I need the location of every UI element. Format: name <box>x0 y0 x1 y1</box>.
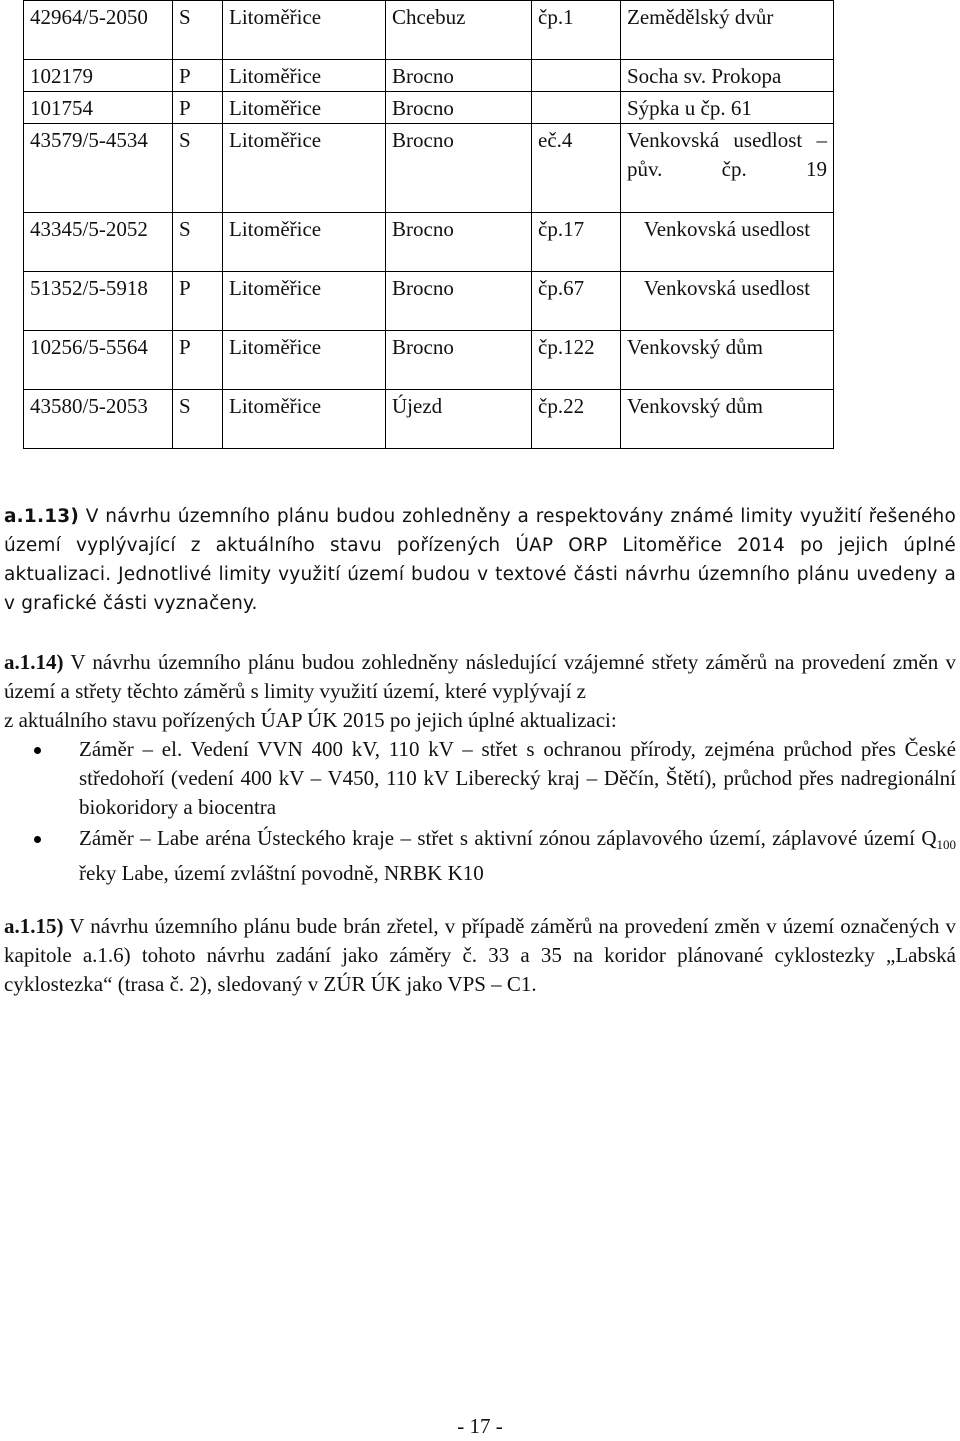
list-item-text: řeky Labe, území zvláštní povodně, NRBK K10 <box>79 861 484 885</box>
cell-number: čp.122 <box>538 335 595 359</box>
cell-cadastre: Brocno <box>392 217 454 241</box>
table-row <box>24 272 834 331</box>
paragraph-a114 <box>4 648 956 706</box>
paragraph-text: Jednotlivé limity využití území budou v textové části návrhu územního plánu uvedeny a v grafické části vyznačeny. <box>4 564 956 614</box>
bullet-icon <box>34 836 41 843</box>
paragraph-text: V návrhu územního plánu bude brán zřetel, v případě záměrů na provedení změn v území označených v kapitole a.1.6) tohoto návrhu zadání jako záměry č. 33 a 35 na koridor plánované cyklostezky „Labská cyklostezka“ (trasa č. 2), sledovaný v ZÚR ÚK jako VPS – C1. <box>4 914 957 996</box>
cell-id: 10256/5-5564 <box>30 335 148 359</box>
cell-municipality: Litoměřice <box>229 5 322 29</box>
cell-id: 102179 <box>30 64 93 88</box>
cell-number: čp.22 <box>538 394 585 418</box>
cell-name: Socha sv. Prokopa <box>627 64 782 88</box>
section-label: a.1.14) <box>4 650 64 674</box>
cell-name: Sýpka u čp. 61 <box>627 96 752 120</box>
cell-number: čp.67 <box>538 276 585 300</box>
section-label: a.1.15) <box>4 914 64 938</box>
cell-id: 43580/5-2053 <box>30 394 148 418</box>
table-row <box>24 331 834 390</box>
section-a114 <box>4 648 956 888</box>
cell-id: 51352/5-5918 <box>30 276 148 300</box>
cell-cadastre: Brocno <box>392 276 454 300</box>
cell-name: Venkovská usedlost <box>643 217 811 241</box>
cell-type: P <box>179 64 191 88</box>
cell-cadastre: Brocno <box>392 335 454 359</box>
paragraph-text: V návrhu územního plánu budou zohledněny a respektovány známé limity využití řešeného území vyplývající z aktuálního stavu pořízených ÚAP ORP Litoměřice 2014 po jejich úplné aktualizaci. <box>4 506 956 585</box>
heritage-table <box>23 0 834 449</box>
cell-type: S <box>179 128 191 152</box>
table-row <box>24 60 834 92</box>
cell-cadastre: Újezd <box>392 394 443 418</box>
cell-number <box>532 60 620 62</box>
cell-cadastre: Chcebuz <box>392 5 466 29</box>
cell-municipality: Litoměřice <box>229 394 322 418</box>
cell-type: S <box>179 5 191 29</box>
table-row <box>24 1 834 60</box>
cell-id: 101754 <box>30 96 93 120</box>
cell-type: P <box>179 96 191 120</box>
cell-name: Venkovský dům <box>627 335 763 359</box>
cell-number <box>532 92 620 94</box>
cell-name: Venkovský dům <box>627 394 763 418</box>
cell-id: 42964/5-2050 <box>30 5 148 29</box>
cell-municipality: Litoměřice <box>229 335 322 359</box>
cell-id: 43579/5-4534 <box>30 128 148 152</box>
cell-municipality: Litoměřice <box>229 128 322 152</box>
table-row <box>24 390 834 449</box>
list-item-text: Záměr – el. Vedení VVN 400 kV, 110 kV – střet s ochranou přírody, zejména průchod přes České středohoří (vedení 400 kV – V450, 110 kV Liberecký kraj – Děčín, Štětí), průchod přes nadregionální biokoridory a biocentra <box>79 737 956 819</box>
list-item <box>4 735 956 822</box>
cell-municipality: Litoměřice <box>229 217 322 241</box>
cell-cadastre: Brocno <box>392 96 454 120</box>
cell-number: čp.1 <box>538 5 574 29</box>
cell-cadastre: Brocno <box>392 128 454 152</box>
list-item-text: Záměr – Labe aréna Ústeckého kraje – střet s aktivní zónou záplavového území, záplavové území Q <box>79 826 937 850</box>
cell-type: S <box>179 217 191 241</box>
page-number: - 17 - <box>457 1414 503 1438</box>
section-a113 <box>4 502 956 618</box>
cell-municipality: Litoměřice <box>229 64 322 88</box>
paragraph-a114-cont <box>4 706 956 735</box>
list-item <box>4 824 956 888</box>
table-row <box>24 213 834 272</box>
table-row <box>24 124 834 213</box>
cell-name: Zemědělský dvůr <box>627 5 774 29</box>
table-row <box>24 92 834 124</box>
bullet-icon <box>34 747 41 754</box>
section-label: a.1.13) <box>4 506 80 527</box>
paragraph-text: z aktuálního stavu pořízených ÚAP ÚK 2015 po jejich úplné aktualizaci: <box>4 708 617 732</box>
cell-id: 43345/5-2052 <box>30 217 148 241</box>
section-a115 <box>4 912 956 999</box>
cell-number: čp.17 <box>538 217 585 241</box>
cell-name: Venkovská usedlost – pův. čp. 19 <box>627 128 827 181</box>
paragraph-text: V návrhu územního plánu budou zohledněny následující vzájemné střety záměrů na provedení změn v území a střety těchto záměrů s limity využití území, které vyplývají z <box>4 650 957 703</box>
cell-cadastre: Brocno <box>392 64 454 88</box>
cell-type: P <box>179 276 191 300</box>
paragraph-a115 <box>4 912 956 999</box>
cell-number: eč.4 <box>538 128 573 152</box>
cell-municipality: Litoměřice <box>229 96 322 120</box>
subscript: 100 <box>936 837 956 852</box>
cell-type: P <box>179 335 191 359</box>
cell-municipality: Litoměřice <box>229 276 322 300</box>
paragraph-a113 <box>4 502 956 618</box>
cell-name: Venkovská usedlost <box>643 276 811 300</box>
cell-type: S <box>179 394 191 418</box>
